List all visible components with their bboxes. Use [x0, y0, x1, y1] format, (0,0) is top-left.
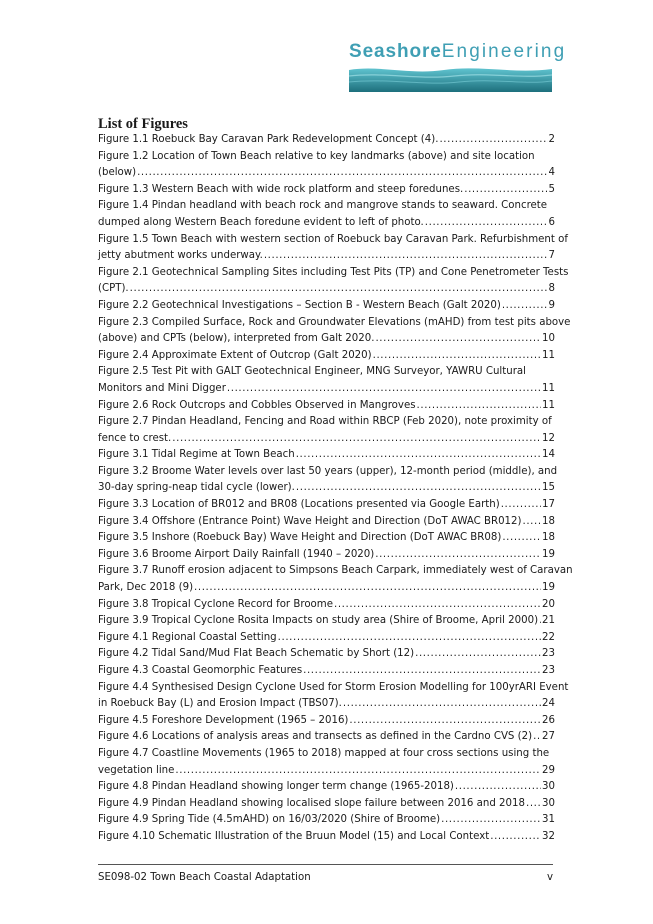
- dot-leader: [130, 281, 548, 298]
- figure-entry-line: [98, 779, 555, 796]
- figure-entry-line: [98, 597, 555, 614]
- figure-caption-text: Figure 4.6 Locations of analysis areas and transects as defined in the Cardno CVS (2): [98, 731, 533, 743]
- figure-caption-text: Figure 4.9 Spring Tide (4.5mAHD) on 16/03/2020 (Shire of Broome): [98, 814, 441, 826]
- figure-page-number: 10: [542, 333, 555, 345]
- figure-page-number: 17: [542, 499, 555, 511]
- figure-page-number: 30: [542, 781, 555, 793]
- logo-text: [349, 41, 567, 62]
- dot-leader: [343, 696, 541, 713]
- figure-caption-text: Figure 4.3 Coastal Geomorphic Features: [98, 665, 303, 676]
- figure-entry-line: [98, 248, 555, 265]
- figure-entry[interactable]: [98, 713, 555, 730]
- dot-leader: [278, 630, 541, 647]
- figure-entry-line: [98, 580, 555, 597]
- figure-entry[interactable]: [98, 563, 573, 596]
- figure-entry-line: [98, 663, 555, 680]
- figure-entry[interactable]: [98, 132, 555, 149]
- figure-page-number: 6: [548, 216, 555, 228]
- figure-caption-text: Figure 2.2 Geotechnical Investigations – Section B - Western Beach (Galt 2020): [98, 299, 501, 311]
- figure-entry[interactable]: [98, 663, 555, 680]
- figure-caption-text: in Roebuck Bay (L) and Erosion Impact (TBS07).: [98, 698, 342, 710]
- figure-entry[interactable]: [98, 796, 555, 813]
- figure-entry[interactable]: [98, 547, 555, 564]
- figure-page-number: 5: [548, 183, 555, 195]
- figure-caption-text: Figure 3.1 Tidal Regime at Town Beach: [98, 449, 295, 461]
- figure-page-number: 11: [542, 399, 555, 411]
- figure-caption-text: fence to crest.: [98, 432, 172, 444]
- figure-page-number: 4: [548, 167, 555, 179]
- dot-leader: [502, 530, 541, 547]
- figure-page-number: 31: [542, 814, 555, 826]
- figure-entry[interactable]: [98, 364, 555, 397]
- figure-page-number: 22: [542, 631, 555, 643]
- figure-caption-text: dumped along Western Beach foredune evident to left of photo.: [98, 216, 424, 228]
- figure-caption-text: Figure 4.4 Synthesised Design Cyclone Used for Storm Erosion Modelling for 100yrARI Event: [98, 681, 569, 693]
- figure-page-number: 12: [542, 432, 555, 444]
- footer-page-number: v: [546, 872, 553, 883]
- figure-page-number: 29: [542, 764, 555, 776]
- figure-entry-line: [98, 796, 555, 813]
- figure-page-number: 26: [542, 714, 555, 726]
- figure-entry[interactable]: [98, 414, 555, 447]
- figure-entry-line: [98, 149, 555, 166]
- figure-entry-line: [98, 447, 555, 464]
- figure-caption-text: Figure 2.4 Approximate Extent of Outcrop (Galt 2020): [98, 349, 372, 361]
- figure-page-number: 9: [548, 299, 555, 311]
- dot-leader: [137, 165, 547, 182]
- figure-entry-line: [98, 265, 569, 282]
- figure-caption-text: Figure 4.8 Pindan Headland showing longer term change (1965-2018): [98, 781, 454, 793]
- figure-entry-line: [98, 630, 555, 647]
- figure-caption-text: Figure 1.4 Pindan headland with beach rock and mangrove stands to seaward. Concrete: [98, 200, 548, 212]
- figure-page-number: 19: [542, 582, 555, 594]
- figure-entry-line: [98, 232, 568, 249]
- figure-caption-text: Figure 3.8 Tropical Cyclone Record for Broome: [98, 598, 333, 610]
- figure-caption-text: Figure 2.1 Geotechnical Sampling Sites including Test Pits (TP) and Cone Penetrometer Tests: [98, 266, 569, 278]
- company-logo: [349, 41, 567, 92]
- dot-leader: [303, 663, 541, 680]
- figure-caption-text: Figure 2.6 Rock Outcrops and Cobbles Observed in Mangroves: [98, 399, 416, 411]
- figure-entry-line: [98, 547, 555, 564]
- figure-entry-line: [98, 298, 555, 315]
- figure-entry[interactable]: [98, 232, 568, 265]
- footer-divider: [98, 864, 553, 865]
- figure-entry-line: [98, 165, 555, 182]
- figure-entry-line: [98, 315, 571, 332]
- dot-leader: [375, 331, 541, 348]
- dot-leader: [264, 248, 548, 265]
- dot-leader: [533, 729, 541, 746]
- figure-entry[interactable]: [98, 398, 555, 415]
- figure-caption-text: (below): [98, 167, 137, 179]
- figure-caption-text: Figure 2.5 Test Pit with GALT Geotechnical Engineer, MNG Surveyor, YAWRU Cultural: [98, 366, 526, 378]
- figure-caption-text: 30-day spring-neap tidal cycle (lower).: [98, 482, 295, 494]
- figure-page-number: 18: [542, 532, 555, 544]
- dot-leader: [373, 348, 541, 365]
- figure-entry[interactable]: [98, 530, 555, 547]
- figure-caption-text: Figure 3.5 Inshore (Roebuck Bay) Wave Height and Direction (DoT AWAC BR08): [98, 532, 502, 544]
- dot-leader: [501, 497, 541, 514]
- dot-leader: [375, 547, 541, 564]
- figure-entry-line: [98, 398, 555, 415]
- figure-entry-line: [98, 746, 555, 763]
- logo-word-seashore: Seashore: [349, 41, 442, 62]
- figure-page-number: 32: [542, 830, 555, 842]
- dot-leader: [441, 812, 541, 829]
- figure-entry-line: [98, 198, 555, 215]
- figure-caption-text: (above) and CPTs (below), interpreted from Galt 2020.: [98, 333, 375, 345]
- dot-leader: [464, 182, 547, 199]
- figure-entry-line: [98, 514, 555, 531]
- figure-page-number: 7: [548, 250, 555, 262]
- dot-leader: [296, 447, 541, 464]
- figure-caption-text: Figure 3.4 Offshore (Entrance Point) Wave Height and Direction (DoT AWAC BR012): [98, 515, 522, 527]
- figure-entry[interactable]: [98, 447, 555, 464]
- figure-entry[interactable]: [98, 597, 555, 614]
- figure-entry-line: [98, 132, 555, 149]
- figure-entry-line: [98, 713, 555, 730]
- figure-entry[interactable]: [98, 729, 555, 746]
- figure-entry[interactable]: [98, 680, 569, 713]
- figure-page-number: 24: [542, 698, 555, 710]
- figure-caption-text: vegetation line: [98, 764, 175, 776]
- dot-leader: [490, 829, 541, 846]
- figure-entry[interactable]: [98, 464, 558, 497]
- figure-page-number: 14: [542, 449, 555, 461]
- figure-entry-line: [98, 414, 555, 431]
- figure-entry[interactable]: [98, 182, 555, 199]
- figure-page-number: 20: [542, 598, 555, 610]
- figure-entry-line: [98, 281, 555, 298]
- figure-entry-line: [98, 331, 555, 348]
- figure-entry[interactable]: [98, 514, 555, 531]
- figure-page-number: 8: [548, 283, 555, 295]
- dot-leader: [415, 646, 541, 663]
- dot-leader: [417, 398, 542, 415]
- figure-caption-text: Figure 4.5 Foreshore Development (1965 – 2016): [98, 714, 349, 726]
- figure-entry-line: [98, 563, 573, 580]
- figure-entry[interactable]: [98, 298, 555, 315]
- dot-leader: [425, 215, 548, 232]
- figure-entry[interactable]: [98, 497, 555, 514]
- figure-page-number: 18: [542, 515, 555, 527]
- dot-leader: [439, 132, 547, 149]
- figure-entry[interactable]: [98, 746, 555, 779]
- figure-page-number: 23: [542, 648, 555, 660]
- figure-entry-line: [98, 646, 555, 663]
- figure-entry[interactable]: [98, 149, 555, 182]
- list-of-figures-heading: List of Figures: [98, 116, 188, 132]
- figure-entry-line: [98, 182, 555, 199]
- dot-leader: [523, 514, 542, 531]
- figure-caption-text: Figure 4.10 Schematic Illustration of the Bruun Model (15) and Local Context: [98, 830, 490, 842]
- figure-entry-line: [98, 729, 555, 746]
- figure-caption-text: Figure 4.2 Tidal Sand/Mud Flat Beach Schematic by Short (12): [98, 648, 415, 660]
- dot-leader: [194, 580, 541, 597]
- figure-page-number: 2: [548, 134, 555, 145]
- figure-caption-text: Figure 3.2 Broome Water levels over last 50 years (upper), 12-month period (middle), and: [98, 465, 558, 477]
- figure-entry-line: [98, 215, 555, 232]
- figure-caption-text: (CPT).: [98, 283, 129, 295]
- figure-entry[interactable]: [98, 630, 555, 647]
- figure-entry-line: [98, 530, 555, 547]
- dot-leader: [526, 796, 541, 813]
- figure-caption-text: jetty abutment works underway.: [98, 250, 263, 262]
- dot-leader: [227, 381, 541, 398]
- figure-list: [98, 132, 573, 846]
- figure-entry[interactable]: [98, 779, 555, 796]
- figure-entry-line: [98, 680, 569, 697]
- figure-caption-text: Figure 3.6 Broome Airport Daily Rainfall (1940 – 2020): [98, 548, 375, 560]
- figure-caption-text: Figure 3.7 Runoff erosion adjacent to Simpsons Beach Carpark, immediately west of Caravan: [98, 565, 573, 577]
- figure-entry-line: [98, 497, 555, 514]
- figure-entry-line: [98, 613, 555, 630]
- figure-caption-text: Figure 4.7 Coastline Movements (1965 to 2018) mapped at four cross sections using the: [98, 747, 550, 759]
- figure-entry-line: [98, 763, 555, 780]
- figure-caption-text: Figure 1.1 Roebuck Bay Caravan Park Redevelopment Concept (4).: [98, 134, 439, 145]
- figure-caption-text: Figure 2.3 Compiled Surface, Rock and Groundwater Elevations (mAHD) from test pits above: [98, 316, 571, 328]
- figure-caption-text: Figure 3.9 Tropical Cyclone Rosita Impacts on study area (Shire of Broome, April 2000): [98, 615, 539, 627]
- figure-caption-text: Figure 4.9 Pindan Headland showing localised slope failure between 2016 and 2018: [98, 797, 525, 809]
- figure-caption-text: Figure 2.7 Pindan Headland, Fencing and Road within RBCP (Feb 2020), note proximity of: [98, 416, 552, 428]
- figure-entry-line: [98, 464, 558, 481]
- footer-document-title: SE098-02 Town Beach Coastal Adaptation: [98, 872, 311, 883]
- figure-page-number: 27: [542, 731, 555, 743]
- dot-leader: [175, 763, 541, 780]
- figure-entry[interactable]: [98, 198, 555, 231]
- figure-entry[interactable]: [98, 315, 571, 348]
- figure-entry[interactable]: [98, 265, 569, 298]
- figure-entry-line: [98, 364, 555, 381]
- figure-entry[interactable]: [98, 646, 555, 663]
- figure-entry-line: [98, 812, 555, 829]
- dot-leader: [334, 597, 541, 614]
- figure-entry-line: [98, 829, 555, 846]
- figure-page-number: 23: [542, 665, 555, 676]
- figure-caption-text: Figure 1.2 Location of Town Beach relative to key landmarks (above) and site location: [98, 150, 535, 162]
- figure-page-number: 21: [542, 615, 555, 627]
- dot-leader: [172, 431, 541, 448]
- figure-caption-text: Monitors and Mini Digger: [98, 382, 226, 394]
- figure-caption-text: Figure 1.5 Town Beach with western section of Roebuck bay Caravan Park. Refurbishment of: [98, 233, 568, 245]
- figure-entry[interactable]: [98, 348, 555, 365]
- figure-caption-text: Park, Dec 2018 (9): [98, 582, 194, 594]
- figure-page-number: 15: [542, 482, 555, 494]
- figure-caption-text: Figure 1.3 Western Beach with wide rock platform and steep foredunes.: [98, 183, 464, 195]
- figure-entry-line: [98, 348, 555, 365]
- figure-page-number: 30: [542, 797, 555, 809]
- figure-page-number: 19: [542, 548, 555, 560]
- dot-leader: [502, 298, 548, 315]
- dot-leader: [296, 480, 541, 497]
- figure-entry-line: [98, 431, 555, 448]
- figure-caption-text: Figure 3.3 Location of BR012 and BR08 (Locations presented via Google Earth): [98, 499, 500, 511]
- figure-entry[interactable]: [98, 613, 555, 630]
- logo-waves-graphic: [349, 66, 552, 92]
- figure-entry[interactable]: [98, 829, 555, 846]
- dot-leader: [349, 713, 541, 730]
- logo-word-engineering: Engineering: [441, 41, 567, 62]
- figure-entry-line: [98, 696, 555, 713]
- figure-caption-text: Figure 4.1 Regional Coastal Setting: [98, 631, 277, 643]
- figure-entry-line: [98, 381, 555, 398]
- figure-entry-line: [98, 480, 555, 497]
- dot-leader: [455, 779, 541, 796]
- figure-page-number: 11: [542, 382, 555, 394]
- figure-page-number: 11: [542, 349, 555, 361]
- figure-entry[interactable]: [98, 812, 555, 829]
